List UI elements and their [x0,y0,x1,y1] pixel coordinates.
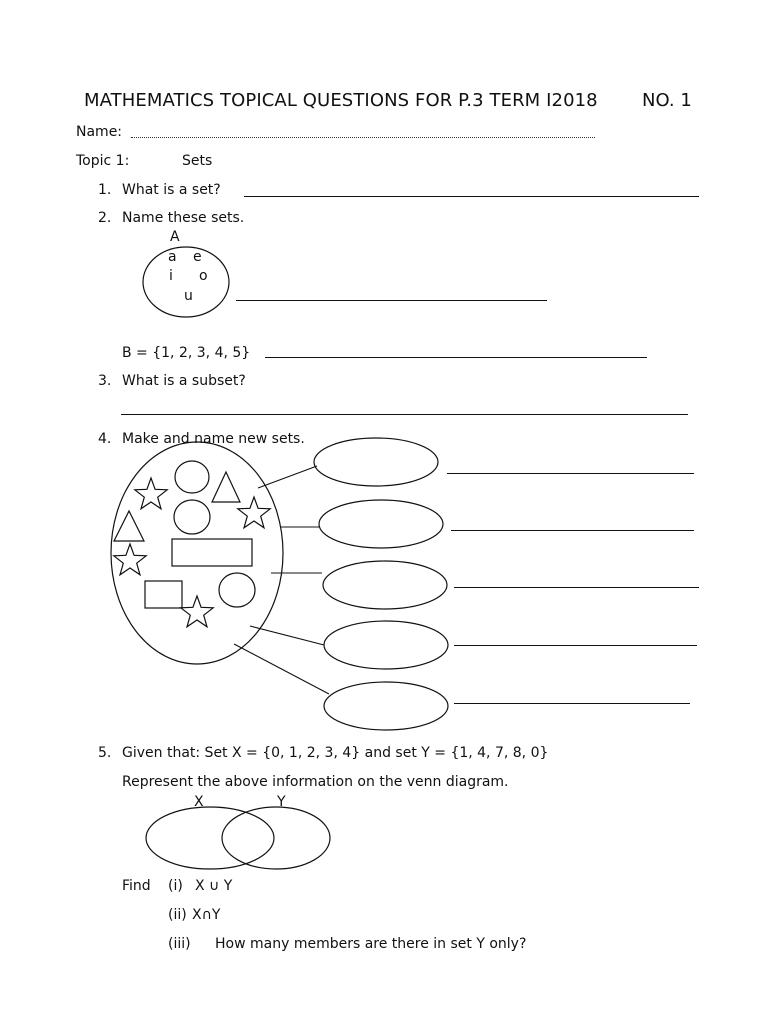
empty-set-oval [314,438,438,486]
rectangle-shape [172,539,252,566]
topic-label: Topic 1: [76,153,130,169]
set-a-member: a [168,249,177,265]
big-set-oval [111,442,283,664]
star-shape [135,478,167,509]
answer-line[interactable] [454,645,697,646]
question-number: 4. [98,431,112,447]
part-number: (i) [168,878,183,894]
part-number: (iii) [168,936,191,952]
set-a-member: e [193,249,202,265]
venn-label-y: Y [277,794,286,810]
venn-set-y [222,807,330,869]
question-text: Name these sets. [122,210,245,226]
answer-line[interactable] [454,587,699,588]
part-text: X∩Y [192,907,221,923]
set-a-member: i [169,268,173,284]
circle-shape [219,573,255,607]
name-blank[interactable] [131,137,595,138]
star-shape [238,497,270,528]
part-number: (ii) [168,907,187,923]
empty-set-oval [324,621,448,669]
circle-shape [174,500,210,534]
name-label: Name: [76,124,123,140]
answer-line[interactable] [451,530,694,531]
star-shape [114,544,146,575]
empty-set-oval [324,682,448,730]
connector-line [234,644,329,694]
answer-line[interactable] [236,300,547,301]
question-text: What is a subset? [122,373,246,389]
answer-line[interactable] [454,703,690,704]
question-number: 1. [98,182,112,198]
triangle-shape [114,511,144,541]
set-a-member: o [199,268,208,284]
set-a-label: A [170,229,180,245]
triangle-shape [212,472,240,502]
rectangle-shape [145,581,182,608]
connector-line [250,626,324,645]
venn-set-x [146,807,274,869]
question-text: Given that: Set X = {0, 1, 2, 3, 4} and set Y = {1, 4, 7, 8, 0} [122,745,549,761]
question-number: 2. [98,210,112,226]
set-a-member: u [184,288,193,304]
empty-set-oval [319,500,443,548]
connector-line [258,466,317,488]
worksheet-number: NO. 1 [642,90,692,111]
worksheet-title: MATHEMATICS TOPICAL QUESTIONS FOR P.3 TERM I2018 [84,90,598,111]
question-number: 3. [98,373,112,389]
part-text: How many members are there in set Y only? [215,936,527,952]
find-label: Find [122,878,151,894]
part-text: X ∪ Y [195,878,233,894]
question-text: What is a set? [122,182,221,198]
circle-shape [175,461,209,493]
answer-line[interactable] [244,196,699,197]
answer-line[interactable] [447,473,694,474]
topic-name: Sets [182,153,213,169]
venn-label-x: X [194,794,204,810]
star-shape [181,596,213,627]
answer-line[interactable] [121,414,688,415]
venn-instruction: Represent the above information on the venn diagram. [122,774,509,790]
question-number: 5. [98,745,112,761]
empty-set-oval [323,561,447,609]
answer-line[interactable] [265,357,647,358]
set-b-text: B = {1, 2, 3, 4, 5} [122,345,251,361]
question-text: Make and name new sets. [122,431,305,447]
